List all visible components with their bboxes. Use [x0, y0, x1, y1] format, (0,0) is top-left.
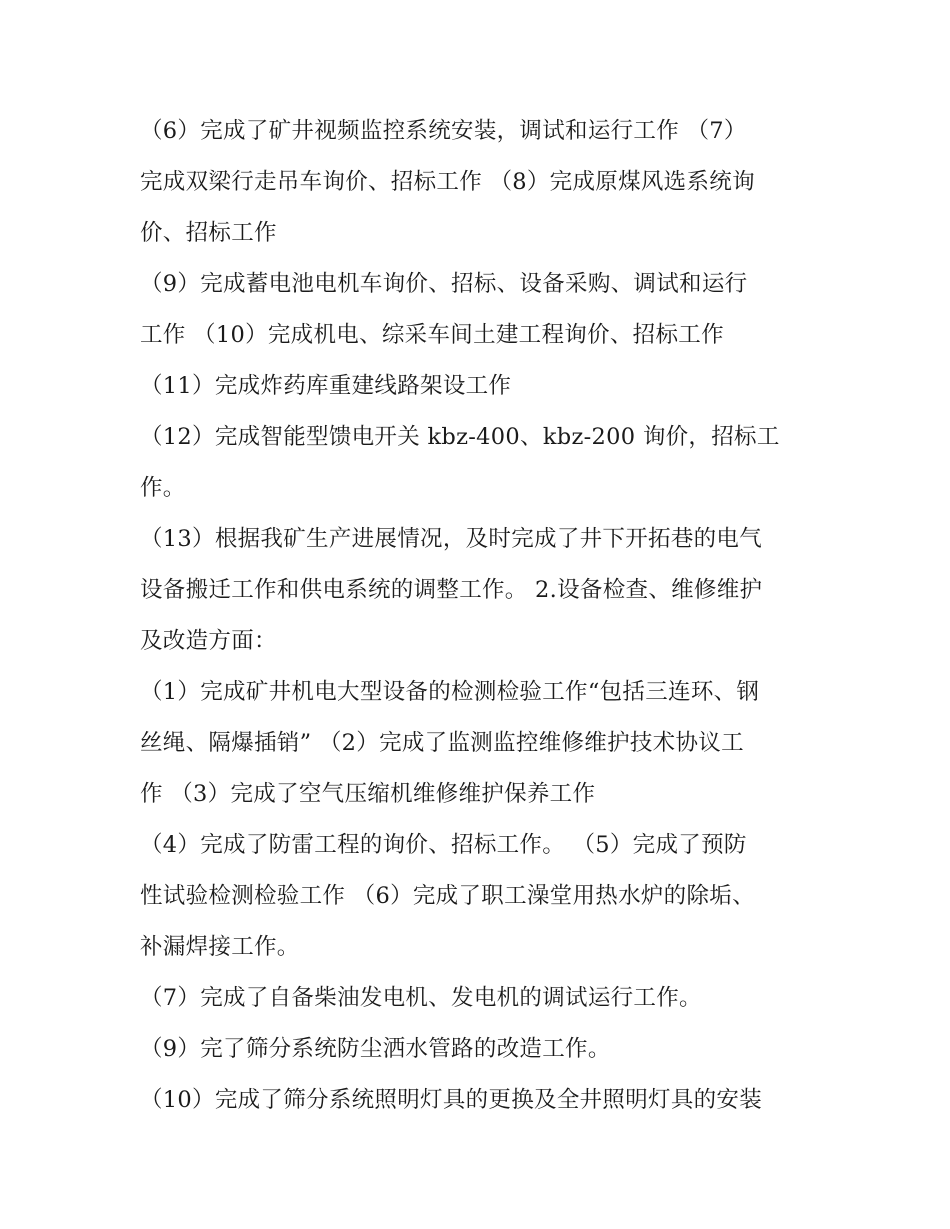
text-line: 设备搬迁工作和供电系统的调整工作。 2.设备检查、维修维护 — [140, 577, 763, 603]
text-line: 工作 （10）完成机电、综采车间土建工程询价、招标工作 — [140, 322, 724, 348]
text-line: （9）完了筛分系统防尘洒水管路的改造工作。 — [140, 1036, 611, 1062]
text-line: （13）根据我矿生产进展情况，及时完成了井下开拓巷的电气 — [140, 526, 763, 552]
text-line: 价、招标工作 — [140, 220, 277, 246]
text-line: 作 （3）完成了空气压缩机维修维护保养工作 — [140, 781, 596, 807]
text-line: （10）完成了筛分系统照明灯具的更换及全井照明灯具的安装 — [140, 1087, 763, 1113]
text-line: 及改造方面： — [140, 628, 277, 654]
text-line: 丝绳、隔爆插销” （2）完成了监测监控维修维护技术协议工 — [140, 730, 744, 756]
text-line: （1）完成矿井机电大型设备的检测检验工作“包括三连环、钢 — [140, 679, 760, 705]
text-line: （4）完成了防雷工程的询价、招标工作。 （5）完成了预防 — [140, 832, 747, 858]
text-line: （9）完成蓄电池电机车询价、招标、设备采购、调试和运行 — [140, 271, 748, 297]
text-line: 性试验检测检验工作 （6）完成了职工澡堂用热水炉的除垢、 — [140, 883, 755, 909]
text-line: （7）完成了自备柴油发电机、发电机的调试运行工作。 — [140, 985, 702, 1011]
text-line: （6）完成了矿井视频监控系统安装，调试和运行工作 （7） — [140, 118, 747, 144]
text-line: 完成双梁行走吊车询价、招标工作 （8）完成原煤风选系统询 — [140, 169, 755, 195]
text-line: 作。 — [140, 475, 186, 501]
text-line: （12）完成智能型馈电开关 kbz-400、kbz-200 询价，招标工 — [140, 424, 780, 450]
text-line: 补漏焊接工作。 — [140, 934, 300, 960]
document-body — [140, 106, 820, 1126]
text-line: （11）完成炸药库重建线路架设工作 — [140, 373, 512, 399]
